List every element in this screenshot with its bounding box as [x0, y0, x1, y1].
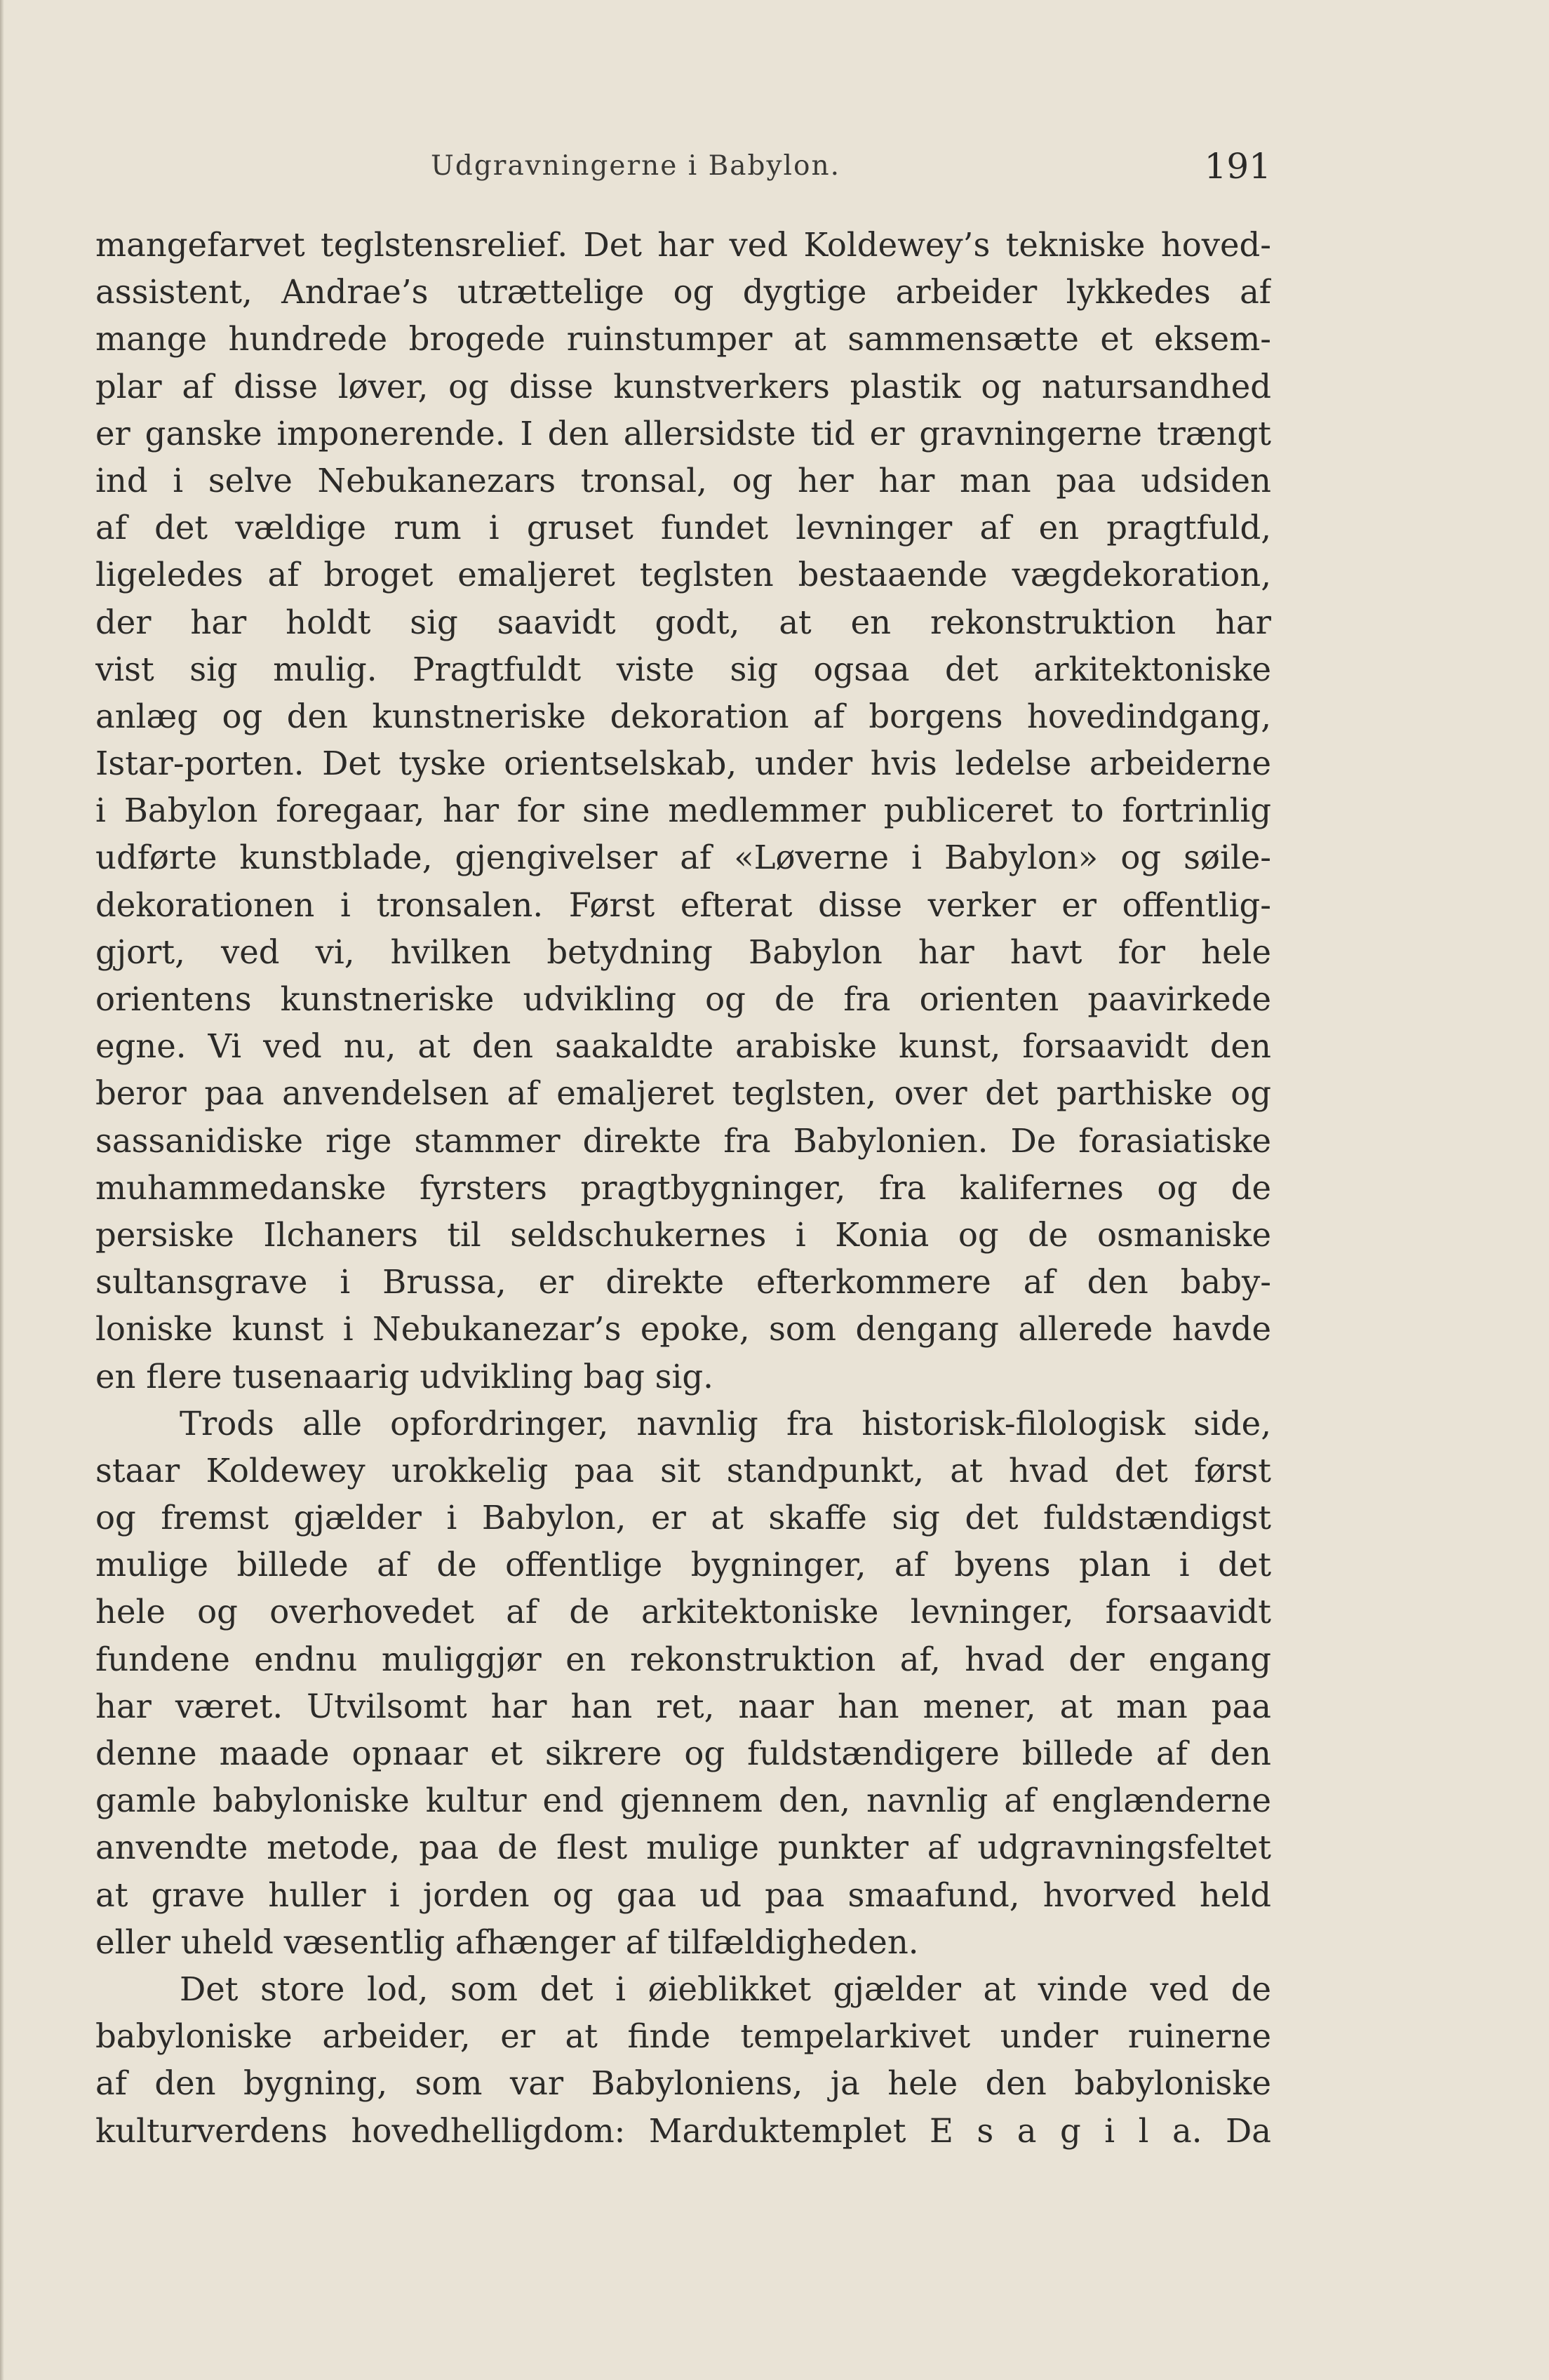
text-line: anvendte metode, paa de flest mulige punkter af udgravningsfeltet — [95, 1829, 1271, 1867]
text-line: har været. Utvilsomt har han ret, naar han mener, at man paa — [95, 1687, 1271, 1725]
text-line: denne maade opnaar et sikrere og fuldstændigere billede af den — [95, 1734, 1271, 1772]
text-line: mangefarvet teglstensrelief. Det har ved Koldewey’s tekniske hoved- — [95, 226, 1271, 264]
text-line: udførte kunstblade, gjengivelser af «Løverne i Babylon» og søile- — [95, 838, 1271, 877]
text-line: staar Koldewey urokkelig paa sit standpunkt, at hvad det først — [95, 1451, 1271, 1490]
text-line: Istar-porten. Det tyske orientselskab, under hvis ledelse arbeiderne — [95, 744, 1271, 783]
text-line: ind i selve Nebukanezars tronsal, og her har man paa udsiden — [95, 461, 1271, 500]
text-line: gamle babyloniske kultur end gjennem den, navnlig af englænderne — [95, 1781, 1271, 1820]
text-line: assistent, Andrae’s utrættelige og dygtige arbeider lykkedes af — [95, 273, 1271, 312]
text-line: vist sig mulig. Pragtfuldt viste sig ogsaa det arkitektoniske — [95, 650, 1271, 688]
text-line: mulige billede af de offentlige bygninger, af byens plan i det — [95, 1546, 1271, 1584]
text-line: fundene endnu muliggjør en rekonstruktion af, hvad der engang — [95, 1640, 1271, 1678]
body-text — [95, 222, 1271, 2155]
paragraph-first-line: Trods alle opfordringer, navnlig fra historisk-filologisk side, — [180, 1404, 1271, 1443]
text-line: dekorationen i tronsalen. Først efterat disse verker er offentlig- — [95, 885, 1271, 924]
text-line: babyloniske arbeider, er at finde tempelarkivet under ruinerne — [95, 2017, 1271, 2056]
text-line: plar af disse løver, og disse kunstverkers plastik og natursandhed — [95, 367, 1271, 406]
text-line: loniske kunst i Nebukanezar’s epoke, som dengang allerede havde — [95, 1310, 1271, 1349]
text-line: gjort, ved vi, hvilken betydning Babylon har havt for hele — [95, 932, 1271, 971]
text-line: at grave huller i jorden og gaa ud paa smaafund, hvorved held — [95, 1876, 1271, 1914]
text-line: beror paa anvendelsen af emaljeret teglsten, over det parthiske og — [95, 1074, 1271, 1113]
text-line: ligeledes af broget emaljeret teglsten bestaaende vægdekoration, — [95, 556, 1271, 594]
text-line: sultansgrave i Brussa, er direkte efterkommere af den baby- — [95, 1263, 1271, 1302]
page-edge — [0, 0, 4, 2380]
text-line: og fremst gjælder i Babylon, er at skaffe sig det fuldstændigst — [95, 1499, 1271, 1537]
page-header — [95, 146, 1271, 195]
text-line: hele og overhovedet af de arkitektoniske levninger, forsaavidt — [95, 1593, 1271, 1631]
text-line: i Babylon foregaar, har for sine medlemmer publiceret to fortrinlig — [95, 791, 1271, 830]
text-line: anlæg og den kunstneriske dekoration af borgens hovedindgang, — [95, 697, 1271, 735]
text-line: af den bygning, som var Babyloniens, ja hele den babyloniske — [95, 2064, 1271, 2103]
page-number: 191 — [1204, 146, 1271, 187]
paragraph-first-line: Det store lod, som det i øieblikket gjælder at vinde ved de — [180, 1970, 1271, 2008]
text-line: egne. Vi ved nu, at den saakaldte arabiske kunst, forsaavidt den — [95, 1027, 1271, 1066]
text-line: der har holdt sig saavidt godt, at en rekonstruktion har — [95, 603, 1271, 641]
text-line: sassanidiske rige stammer direkte fra Babylonien. De forasiatiske — [95, 1121, 1271, 1160]
text-line: muhammedanske fyrsters pragtbygninger, fra kalifernes og de — [95, 1168, 1271, 1207]
text-line: persiske Ilchaners til seldschukernes i Konia og de osmaniske — [95, 1215, 1271, 1254]
text-line: kulturverdens hovedhelligdom: Marduktemplet E s a g i l a. Da — [95, 2111, 1271, 2150]
text-line: orientens kunstneriske udvikling og de fra orienten paavirkede — [95, 980, 1271, 1018]
running-head: Udgravningerne i Babylon. — [431, 150, 840, 182]
paragraph-last-line: eller uheld væsentlig afhænger af tilfældigheden. — [95, 1923, 919, 1961]
text-line: er ganske imponerende. I den allersidste tid er gravningerne trængt — [95, 414, 1271, 453]
paragraph-last-line: en flere tusenaarig udvikling bag sig. — [95, 1357, 713, 1396]
text-line: af det vældige rum i gruset fundet levninger af en pragtfuld, — [95, 509, 1271, 547]
text-line: mange hundrede brogede ruinstumper at sammensætte et eksem- — [95, 320, 1271, 359]
